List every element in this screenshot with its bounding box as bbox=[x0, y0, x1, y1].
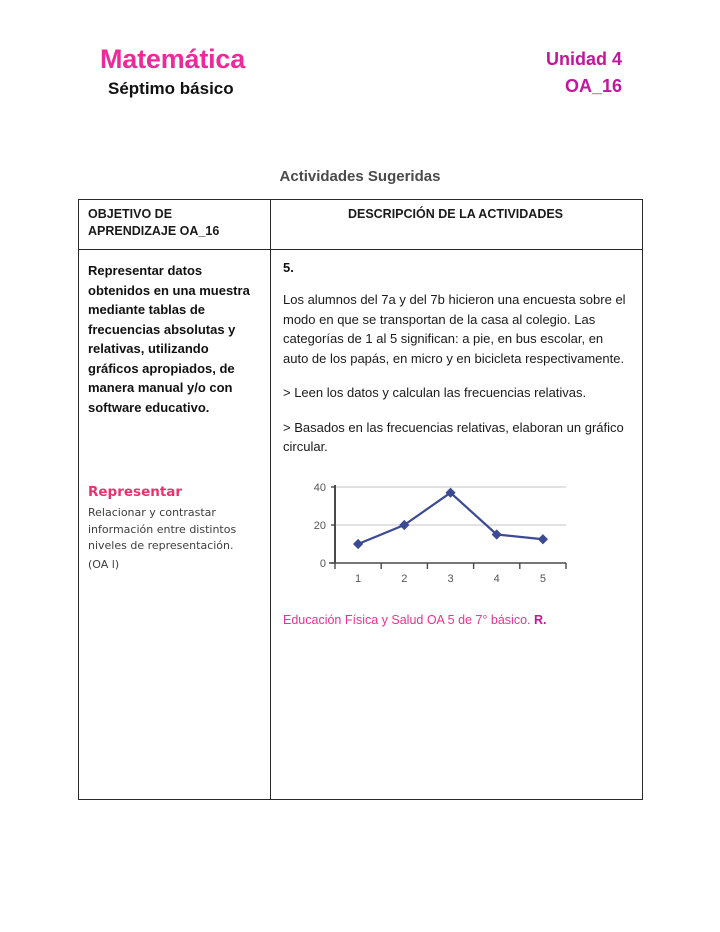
chart-data-point bbox=[354, 539, 363, 548]
frequency-line-chart bbox=[301, 479, 576, 589]
header-right-group bbox=[546, 48, 622, 98]
activity-paragraph: Los alumnos del 7a y del 7b hicieron una encuesta sobre el modo en que se transportan de la casa al colegio. Las categorías de 1 al 5 significan: a pie, en bus escolar, en auto de los papás, en micro y en bicicleta respectivamente. bbox=[283, 292, 626, 366]
skill-block bbox=[88, 483, 261, 573]
objective-description: Representar datos obtenidos en una muestra mediante tablas de frecuencias absolutas y relativas, utilizando gráficos apropiados, de manera manual y/o con software educativo. bbox=[88, 263, 250, 415]
table-header-row bbox=[79, 200, 642, 250]
page-header bbox=[0, 44, 720, 114]
skill-code: (OA l) bbox=[88, 557, 120, 571]
skill-title: Representar bbox=[88, 484, 183, 500]
chart-xtick-label: 5 bbox=[539, 572, 546, 585]
chart-ytick-label: 20 bbox=[313, 519, 326, 532]
description-cell bbox=[271, 250, 642, 799]
objective-cell bbox=[79, 250, 271, 799]
unit-label: Unidad 4 bbox=[545, 49, 622, 69]
table-header-objective-label: OBJETIVO DE APRENDIZAJE OA_16 bbox=[88, 207, 220, 238]
table-header-description-label: DESCRIPCIÓN DE LA ACTIVIDADES bbox=[347, 207, 564, 221]
section-title: Actividades Sugeridas bbox=[279, 168, 441, 185]
table-header-cell-description bbox=[271, 200, 642, 249]
activity-bullet-2: > Basados en las frecuencias relativas, elaboran un gráfico circular. bbox=[283, 419, 624, 454]
chart-xtick-label: 3 bbox=[447, 572, 454, 585]
chart-caption-suffix: R. bbox=[533, 612, 547, 627]
chart-ytick-label: 40 bbox=[313, 481, 326, 494]
activities-table bbox=[78, 199, 643, 800]
skill-description: Relacionar y contrastar información entre distintos niveles de representación. bbox=[88, 506, 237, 552]
grade-level-label: Séptimo básico bbox=[108, 79, 234, 98]
chart-xtick-label: 1 bbox=[355, 572, 362, 585]
chart-series-line bbox=[358, 492, 543, 543]
subject-title: Matemática bbox=[100, 44, 246, 74]
table-body-row bbox=[79, 250, 642, 799]
oa-code-label: OA_16 bbox=[564, 76, 622, 96]
chart-source-caption bbox=[283, 611, 628, 629]
activity-bullet-1: > Leen los datos y calculan las frecuencias relativas. bbox=[283, 385, 587, 400]
chart-ytick-label: 0 bbox=[319, 557, 326, 570]
header-left-group bbox=[100, 44, 245, 100]
chart-xtick-label: 4 bbox=[493, 572, 500, 585]
line-chart-svg bbox=[301, 479, 576, 589]
chart-caption-text: Educación Física y Salud OA 5 de 7° básico. bbox=[283, 612, 531, 627]
activity-number: 5. bbox=[283, 260, 294, 275]
table-header-cell-objective bbox=[79, 200, 271, 249]
chart-data-point bbox=[539, 534, 548, 543]
chart-xtick-label: 2 bbox=[401, 572, 408, 585]
